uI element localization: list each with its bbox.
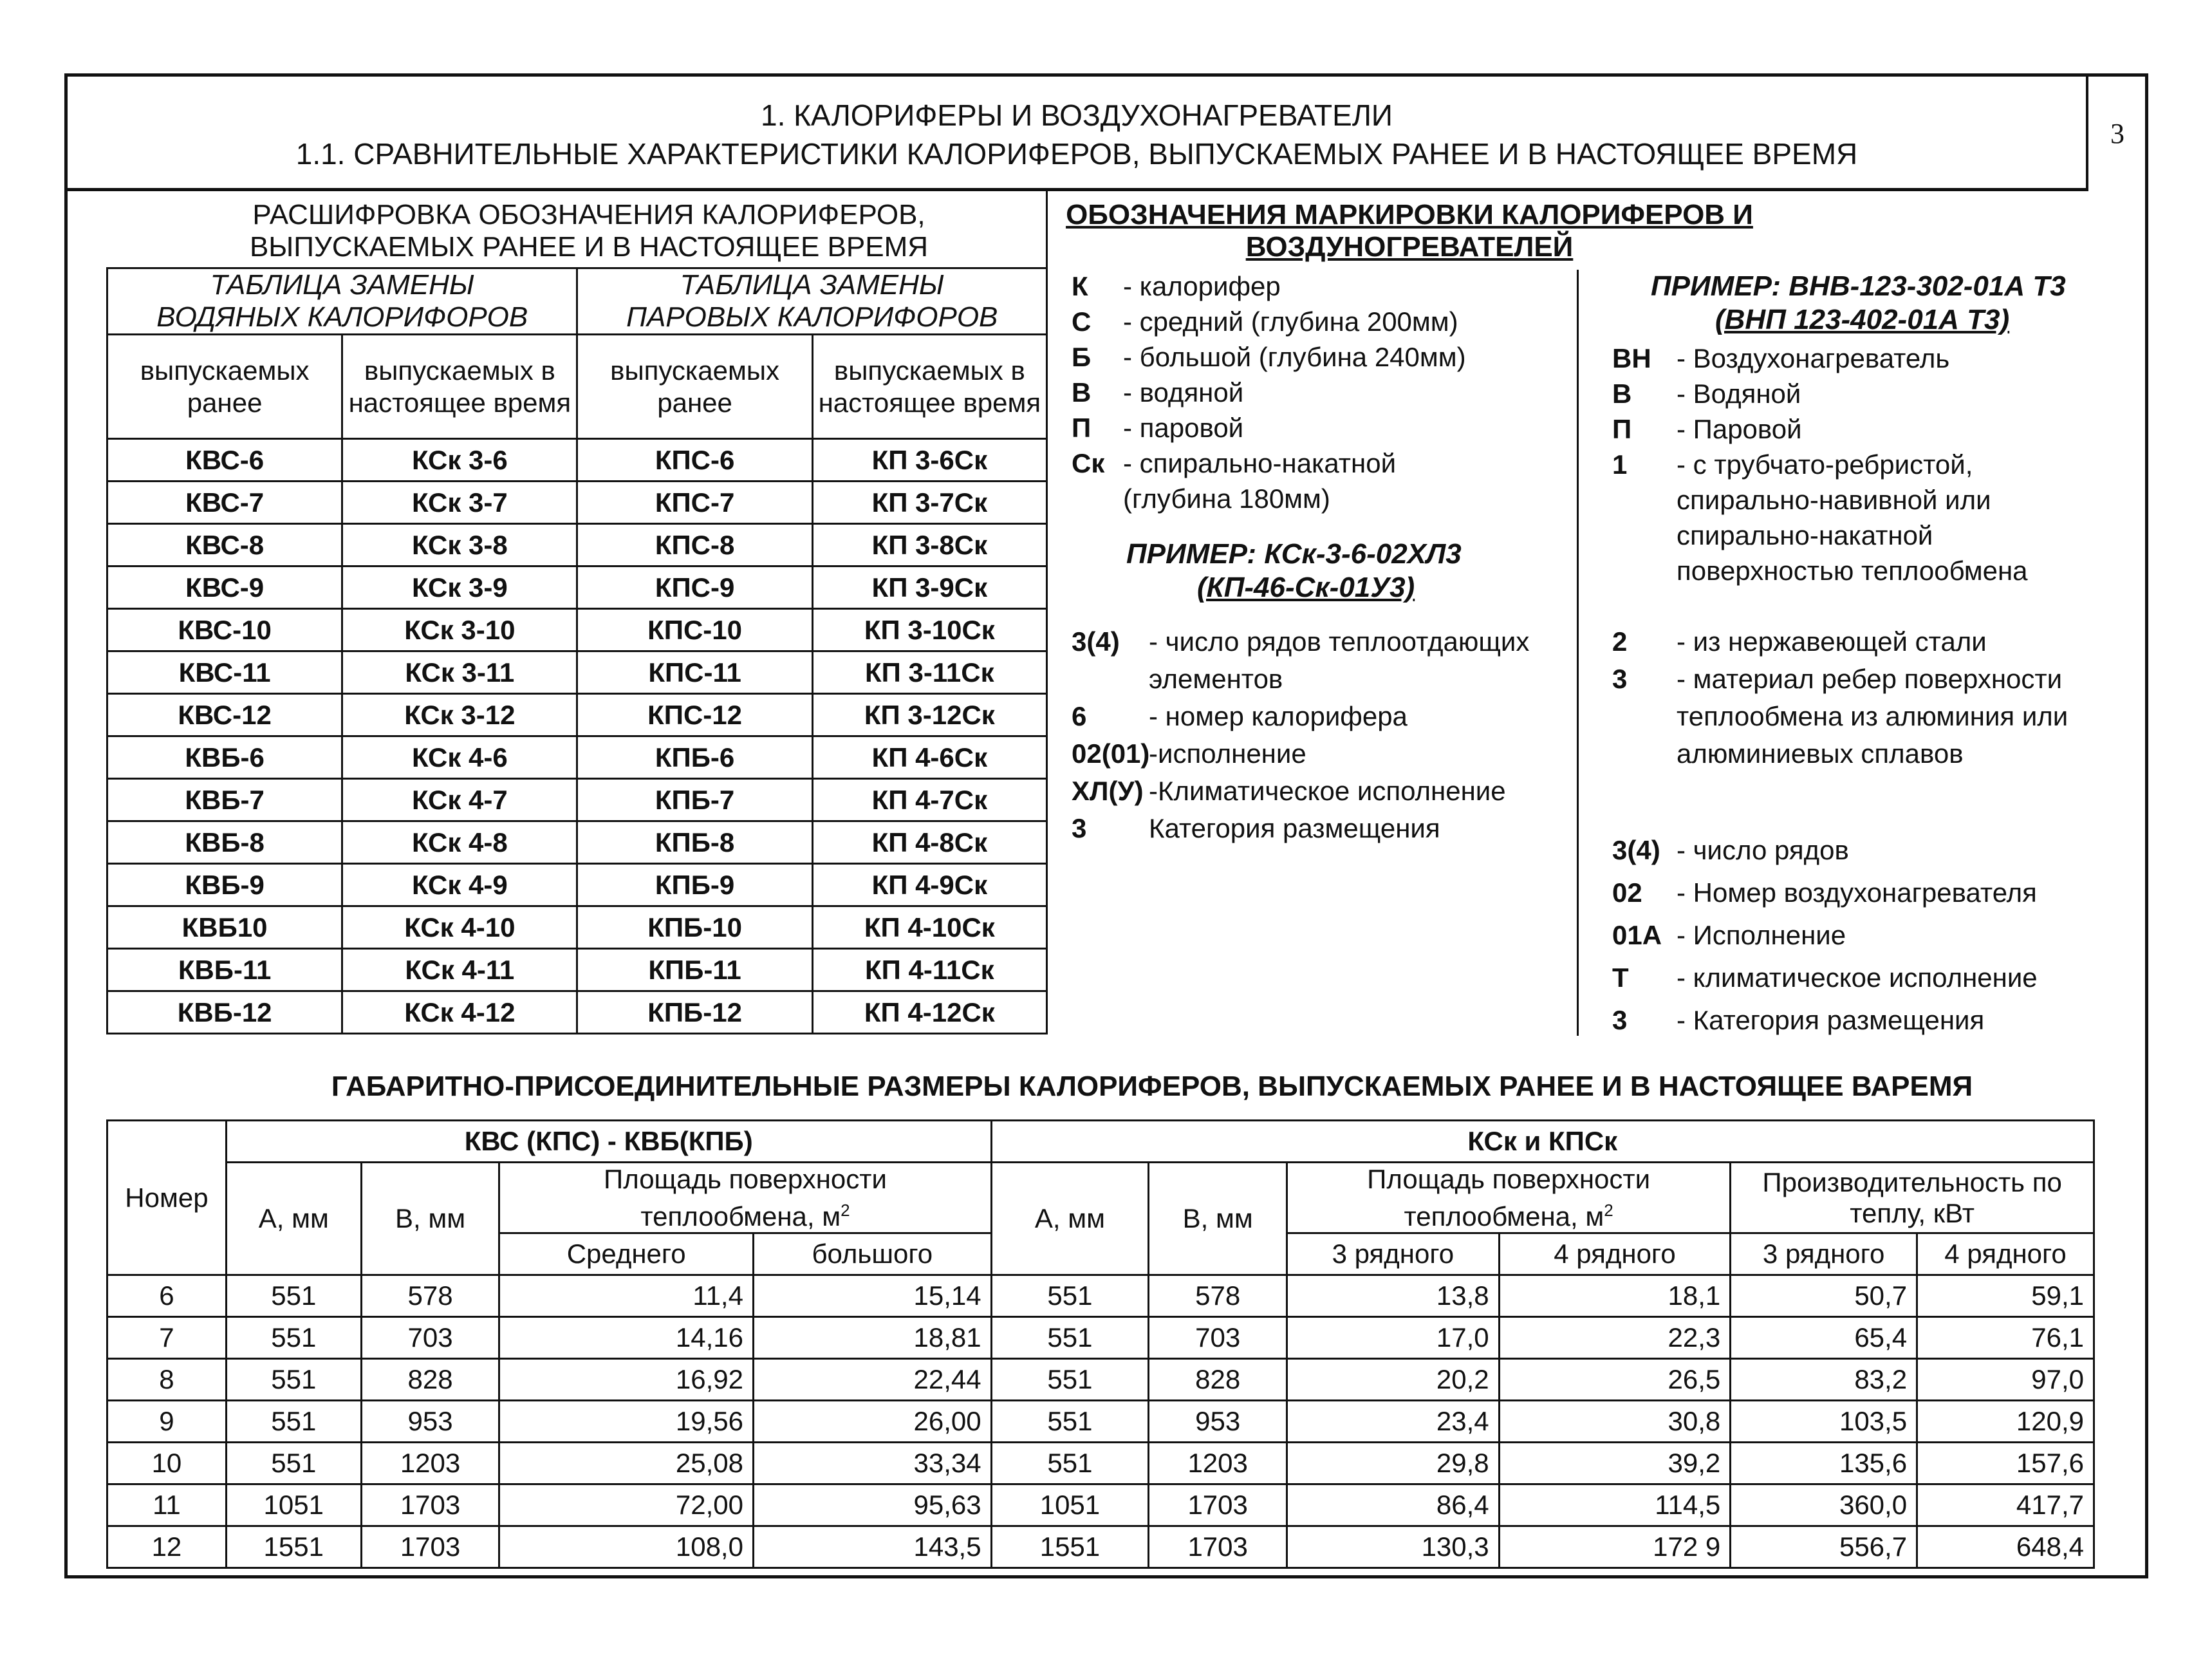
legend-key: Ск — [1072, 448, 1105, 478]
cell-perf-4row: 97,0 — [1917, 1359, 2094, 1401]
legend-description: спирально-навивной или — [1677, 485, 1991, 515]
cell-steam-before: КПС-8 — [577, 524, 812, 566]
cell-water-now: КСк 4-6 — [342, 736, 577, 779]
cell-perf-3row: 65,4 — [1731, 1317, 1917, 1359]
table-row — [107, 1401, 2094, 1443]
table-row — [107, 864, 1047, 906]
header-performance — [1731, 1163, 2094, 1233]
legend-key: ХЛ(У) — [1072, 776, 1144, 806]
cell-steam-before: КПС-11 — [577, 651, 812, 694]
cell-water-before: КВБ-6 — [107, 736, 342, 779]
cell-perf-3row: 556,7 — [1731, 1526, 1917, 1568]
cell-area-large: 143,5 — [753, 1526, 991, 1568]
cell-b-mm: 1703 — [361, 1484, 499, 1526]
cell-a-mm: 1551 — [226, 1526, 361, 1568]
cell-steam-before: КПБ-8 — [577, 821, 812, 864]
legend-description: - калорифер — [1123, 271, 1281, 301]
cell-a-mm: 1051 — [226, 1484, 361, 1526]
header-perf-3row: 3 рядного — [1731, 1233, 1917, 1275]
cell-water-now: КСк 3-9 — [342, 566, 577, 609]
header-b-mm-2: В, мм — [1149, 1163, 1287, 1275]
cell-water-now: КСк 3-6 — [342, 439, 577, 482]
header-area-4row: 4 рядного — [1499, 1233, 1731, 1275]
legend-description: -исполнение — [1149, 738, 1306, 769]
cell-b-mm: 1703 — [361, 1526, 499, 1568]
cell-b-mm-2: 1703 — [1149, 1526, 1287, 1568]
cell-area-large: 33,34 — [753, 1443, 991, 1484]
header-area-1-line-1: Площадь поверхности — [604, 1163, 887, 1194]
table-row — [107, 991, 1047, 1034]
cell-steam-now: КП 4-12Ск — [812, 991, 1046, 1034]
cell-steam-now: КП 3-12Ск — [812, 694, 1046, 736]
legend-key: 3(4) — [1612, 835, 1660, 865]
legend-key: К — [1072, 271, 1088, 301]
cell-water-before: КВС-9 — [107, 566, 342, 609]
header-performance-line-2: теплу, кВт — [1850, 1197, 1975, 1228]
cell-a-mm-2: 1051 — [991, 1484, 1149, 1526]
steam-table-title-line-1: ТАБЛИЦА ЗАМЕНЫ — [680, 269, 944, 301]
cell-a-mm-2: 1551 — [991, 1526, 1149, 1568]
cell-water-now: КСк 3-10 — [342, 609, 577, 651]
cell-steam-now: КП 3-7Ск — [812, 482, 1046, 524]
cell-steam-now: КП 4-8Ск — [812, 821, 1046, 864]
table-row — [107, 482, 1047, 524]
table-row — [107, 694, 1047, 736]
header-large: большого — [753, 1233, 991, 1275]
cell-area-3row: 29,8 — [1287, 1443, 1500, 1484]
header-area-1-line-2: теплообмена, м — [640, 1201, 841, 1231]
cell-water-before: КВС-10 — [107, 609, 342, 651]
legend-key: ВН — [1612, 343, 1651, 373]
cell-area-medium: 19,56 — [499, 1401, 754, 1443]
marking-heading-line-1: ОБОЗНАЧЕНИЯ МАРКИРОВКИ КАЛОРИФЕРОВ И — [1066, 199, 1753, 230]
cell-steam-before: КПС-9 — [577, 566, 812, 609]
legend-key: В — [1072, 377, 1092, 407]
cell-steam-now: КП 4-11Ск — [812, 949, 1046, 991]
table-row — [107, 949, 1047, 991]
cell-a-mm: 551 — [226, 1443, 361, 1484]
legend-description: - номер калорифера — [1149, 701, 1408, 731]
cell-water-now: КСк 4-12 — [342, 991, 577, 1034]
header-water-now: выпускаемых в настоящее время — [342, 335, 577, 439]
legend-description: алюминиевых сплавов — [1677, 738, 1964, 769]
table-row — [107, 1359, 2094, 1401]
cell-area-3row: 20,2 — [1287, 1359, 1500, 1401]
cell-number: 11 — [107, 1484, 227, 1526]
cell-area-medium: 14,16 — [499, 1317, 754, 1359]
cell-water-before: КВС-12 — [107, 694, 342, 736]
cell-perf-3row: 50,7 — [1731, 1275, 1917, 1317]
cell-water-before: КВБ-8 — [107, 821, 342, 864]
cell-steam-now: КП 3-10Ск — [812, 609, 1046, 651]
cell-water-before: КВБ-11 — [107, 949, 342, 991]
cell-perf-3row: 83,2 — [1731, 1359, 1917, 1401]
cell-area-large: 95,63 — [753, 1484, 991, 1526]
cell-area-medium: 25,08 — [499, 1443, 754, 1484]
legend-description: - климатическое исполнение — [1677, 962, 2038, 993]
legend-key: 3 — [1612, 664, 1628, 694]
table-row — [107, 1443, 2094, 1484]
title-block — [68, 77, 2088, 191]
dimensions-table — [106, 1119, 2095, 1569]
cell-steam-before: КПБ-12 — [577, 991, 812, 1034]
legend-description: - спирально-накатной — [1123, 448, 1397, 478]
cell-water-now: КСк 3-11 — [342, 651, 577, 694]
example-left-line-1: ПРИМЕР: КСк-3-6-02ХЛ3 — [1126, 538, 1462, 570]
cell-perf-4row: 120,9 — [1917, 1401, 2094, 1443]
table-row — [107, 1526, 2094, 1568]
legend-description: - Водяной — [1677, 379, 1801, 409]
section-title: 1. КАЛОРИФЕРЫ И ВОЗДУХОНАГРЕВАТЕЛИ — [760, 98, 1393, 132]
legend-description: - Номер воздухонагревателя — [1677, 877, 2037, 908]
cell-water-now: КСк 4-10 — [342, 906, 577, 949]
legend-description: - число рядов — [1677, 835, 1849, 865]
legend-key: 3(4) — [1072, 626, 1120, 657]
legend-key: 1 — [1612, 449, 1628, 480]
legend-description: поверхностью теплообмена — [1677, 556, 2028, 586]
table-row — [107, 821, 1047, 864]
decode-heading-line-2: ВЫПУСКАЕМЫХ РАНЕЕ И В НАСТОЯЩЕЕ ВРЕМЯ — [249, 231, 929, 263]
legend-description: - число рядов теплоотдающих — [1149, 626, 1530, 657]
cell-perf-4row: 157,6 — [1917, 1443, 2094, 1484]
page-frame — [64, 73, 2148, 1578]
cell-perf-4row: 59,1 — [1917, 1275, 2094, 1317]
header-area-2-line-2: теплообмена, м — [1404, 1201, 1604, 1231]
cell-steam-now: КП 4-6Ск — [812, 736, 1046, 779]
cell-b-mm: 828 — [361, 1359, 499, 1401]
cell-perf-4row: 648,4 — [1917, 1526, 2094, 1568]
cell-water-now: КСк 4-11 — [342, 949, 577, 991]
cell-b-mm: 578 — [361, 1275, 499, 1317]
header-group-kvs: КВС (КПС) - КВБ(КПБ) — [226, 1121, 991, 1163]
cell-area-4row: 114,5 — [1499, 1484, 1731, 1526]
example-left-line-2: (КП-46-Ск-01У3) — [1197, 572, 1415, 603]
cell-area-4row: 26,5 — [1499, 1359, 1731, 1401]
legend-description: - Паровой — [1677, 414, 1802, 444]
header-area-2-line-1: Площадь поверхности — [1367, 1163, 1651, 1194]
legend-description: -Климатическое исполнение — [1149, 776, 1506, 806]
cell-area-large: 15,14 — [753, 1275, 991, 1317]
header-b-mm-1: В, мм — [361, 1163, 499, 1275]
cell-number: 9 — [107, 1401, 227, 1443]
cell-area-3row: 17,0 — [1287, 1317, 1500, 1359]
cell-area-3row: 13,8 — [1287, 1275, 1500, 1317]
cell-area-3row: 23,4 — [1287, 1401, 1500, 1443]
table-row — [107, 906, 1047, 949]
cell-area-4row: 18,1 — [1499, 1275, 1731, 1317]
legend-key: 2 — [1612, 626, 1628, 657]
header-group-ksk: КСк и КПСк — [991, 1121, 2094, 1163]
marking-divider — [1577, 270, 1579, 1036]
legend-description: - средний (глубина 200мм) — [1123, 306, 1458, 337]
cell-number: 7 — [107, 1317, 227, 1359]
marking-heading-line-2: ВОЗДУНОГРЕВАТЕЛЕЙ — [1245, 231, 1574, 263]
cell-a-mm: 551 — [226, 1359, 361, 1401]
legend-key: 01А — [1612, 920, 1662, 950]
cell-perf-3row: 103,5 — [1731, 1401, 1917, 1443]
legend-key: 02 — [1612, 877, 1642, 908]
legend-key: П — [1072, 413, 1092, 443]
header-steam-before: выпускаемых ранее — [577, 335, 812, 439]
cell-area-4row: 39,2 — [1499, 1443, 1731, 1484]
legend-description: - Воздухонагреватель — [1677, 343, 1950, 373]
cell-water-before: КВС-6 — [107, 439, 342, 482]
cell-water-now: КСк 3-7 — [342, 482, 577, 524]
legend-description: - Исполнение — [1677, 920, 1846, 950]
table-row — [107, 609, 1047, 651]
cell-area-3row: 130,3 — [1287, 1526, 1500, 1568]
legend-description: - большой (глубина 240мм) — [1123, 342, 1466, 372]
header-area-3row: 3 рядного — [1287, 1233, 1500, 1275]
cell-a-mm-2: 551 — [991, 1401, 1149, 1443]
header-area-2 — [1287, 1163, 1731, 1233]
header-area-2-sup: 2 — [1604, 1200, 1613, 1220]
legend-key: 3 — [1612, 1005, 1628, 1035]
example-right-line-2: (ВНП 123-402-01А Т3) — [1715, 304, 2010, 335]
cell-number: 10 — [107, 1443, 227, 1484]
water-table-title-line-1: ТАБЛИЦА ЗАМЕНЫ — [210, 269, 474, 301]
legend-description: теплообмена из алюминия или — [1677, 701, 2068, 731]
legend-description: (глубина 180мм) — [1123, 483, 1330, 514]
legend-key: 3 — [1072, 813, 1087, 843]
cell-steam-before: КПС-12 — [577, 694, 812, 736]
cell-water-now: КСк 4-8 — [342, 821, 577, 864]
cell-a-mm: 551 — [226, 1317, 361, 1359]
cell-steam-now: КП 3-11Ск — [812, 651, 1046, 694]
cell-steam-now: КП 3-6Ск — [812, 439, 1046, 482]
legend-description: - водяной — [1123, 377, 1244, 407]
cell-number: 8 — [107, 1359, 227, 1401]
cell-area-medium: 11,4 — [499, 1275, 754, 1317]
header-a-mm-2: А, мм — [991, 1163, 1149, 1275]
table-row — [107, 1275, 2094, 1317]
legend-description: - с трубчато-ребристой, — [1677, 449, 1973, 480]
cell-water-before: КВБ-7 — [107, 779, 342, 821]
cell-a-mm: 551 — [226, 1401, 361, 1443]
cell-steam-now: КП 3-8Ск — [812, 524, 1046, 566]
header-perf-4row: 4 рядного — [1917, 1233, 2094, 1275]
cell-water-before: КВС-7 — [107, 482, 342, 524]
cell-perf-3row: 135,6 — [1731, 1443, 1917, 1484]
cell-steam-now: КП 3-9Ск — [812, 566, 1046, 609]
cell-steam-before: КПБ-7 — [577, 779, 812, 821]
header-medium: Среднего — [499, 1233, 754, 1275]
cell-a-mm: 551 — [226, 1275, 361, 1317]
header-a-mm-1: А, мм — [226, 1163, 361, 1275]
header-area-1 — [499, 1163, 991, 1233]
cell-area-medium: 72,00 — [499, 1484, 754, 1526]
table-row — [107, 566, 1047, 609]
legend-description: - Категория размещения — [1677, 1005, 1985, 1035]
cell-perf-3row: 360,0 — [1731, 1484, 1917, 1526]
cell-area-medium: 16,92 — [499, 1359, 754, 1401]
cell-water-before: КВБ10 — [107, 906, 342, 949]
cell-water-before: КВС-8 — [107, 524, 342, 566]
cell-b-mm-2: 1203 — [1149, 1443, 1287, 1484]
cell-steam-before: КПБ-10 — [577, 906, 812, 949]
header-area-1-sup: 2 — [841, 1200, 850, 1220]
legend-description: - паровой — [1123, 413, 1244, 443]
table-row — [107, 439, 1047, 482]
cell-b-mm: 703 — [361, 1317, 499, 1359]
cell-steam-now: КП 4-7Ск — [812, 779, 1046, 821]
cell-b-mm-2: 1703 — [1149, 1484, 1287, 1526]
cell-perf-4row: 76,1 — [1917, 1317, 2094, 1359]
cell-area-4row: 172 9 — [1499, 1526, 1731, 1568]
legend-key: С — [1072, 306, 1092, 337]
cell-area-4row: 22,3 — [1499, 1317, 1731, 1359]
cell-area-large: 26,00 — [753, 1401, 991, 1443]
header-steam-now: выпускаемых в настоящее время — [812, 335, 1046, 439]
legend-key: 02(01) — [1072, 738, 1150, 769]
cell-water-before: КВС-11 — [107, 651, 342, 694]
cell-water-now: КСк 3-12 — [342, 694, 577, 736]
cell-b-mm-2: 828 — [1149, 1359, 1287, 1401]
legend-key: Т — [1612, 962, 1629, 993]
table-row — [107, 524, 1047, 566]
table-row — [107, 736, 1047, 779]
legend-key: 6 — [1072, 701, 1087, 731]
cell-b-mm: 1203 — [361, 1443, 499, 1484]
cell-area-large: 18,81 — [753, 1317, 991, 1359]
legend-key: Б — [1072, 342, 1092, 372]
cell-area-4row: 30,8 — [1499, 1401, 1731, 1443]
table-row — [107, 651, 1047, 694]
dimensions-title: ГАБАРИТНО-ПРИСОЕДИНИТЕЛЬНЫЕ РАЗМЕРЫ КАЛОРИФЕРОВ, ВЫПУСКАЕМЫХ РАНЕЕ И В НАСТОЯЩЕЕ ВАРЕМЯ — [331, 1071, 1973, 1102]
cell-number: 6 — [107, 1275, 227, 1317]
cell-steam-now: КП 4-9Ск — [812, 864, 1046, 906]
cell-number: 12 — [107, 1526, 227, 1568]
cell-perf-4row: 417,7 — [1917, 1484, 2094, 1526]
cell-a-mm-2: 551 — [991, 1359, 1149, 1401]
cell-area-medium: 108,0 — [499, 1526, 754, 1568]
cell-water-now: КСк 4-7 — [342, 779, 577, 821]
cell-b-mm-2: 578 — [1149, 1275, 1287, 1317]
cell-area-large: 22,44 — [753, 1359, 991, 1401]
cell-b-mm-2: 953 — [1149, 1401, 1287, 1443]
legend-key: П — [1612, 414, 1632, 444]
table-row — [107, 1484, 2094, 1526]
decode-heading-line-1: РАСШИФРОВКА ОБОЗНАЧЕНИЯ КАЛОРИФЕРОВ, — [252, 199, 925, 230]
cell-steam-before: КПБ-11 — [577, 949, 812, 991]
cell-steam-before: КПС-6 — [577, 439, 812, 482]
header-water-before: выпускаемых ранее — [107, 335, 342, 439]
cell-water-now: КСк 3-8 — [342, 524, 577, 566]
cell-a-mm-2: 551 — [991, 1275, 1149, 1317]
cell-water-before: КВБ-12 — [107, 991, 342, 1034]
legend-description: спирально-накатной — [1677, 520, 1933, 550]
subsection-title: 1.1. СРАВНИТЕЛЬНЫЕ ХАРАКТЕРИСТИКИ КАЛОРИФЕРОВ, ВЫПУСКАЕМЫХ РАНЕЕ И В НАСТОЯЩЕЕ ВРЕМЯ — [295, 137, 1858, 171]
cell-steam-before: КПС-10 — [577, 609, 812, 651]
page-number: 3 — [2110, 118, 2124, 149]
steam-table-title — [577, 268, 1047, 335]
cell-steam-before: КПБ-9 — [577, 864, 812, 906]
table-row — [107, 1317, 2094, 1359]
water-table-title — [107, 268, 577, 335]
replacement-table — [106, 267, 1048, 1034]
example-right-line-1: ПРИМЕР: ВНВ-123-302-01А Т3 — [1651, 270, 2066, 302]
cell-a-mm-2: 551 — [991, 1317, 1149, 1359]
legend-description: Категория размещения — [1149, 813, 1440, 843]
legend-description: элементов — [1149, 664, 1283, 694]
cell-steam-before: КПБ-6 — [577, 736, 812, 779]
cell-steam-now: КП 4-10Ск — [812, 906, 1046, 949]
cell-water-before: КВБ-9 — [107, 864, 342, 906]
header-number: Номер — [107, 1121, 227, 1275]
cell-b-mm-2: 703 — [1149, 1317, 1287, 1359]
cell-a-mm-2: 551 — [991, 1443, 1149, 1484]
cell-water-now: КСк 4-9 — [342, 864, 577, 906]
legend-description: - материал ребер поверхности — [1677, 664, 2063, 694]
legend-description: - из нержавеющей стали — [1677, 626, 1987, 657]
legend-key: В — [1612, 379, 1632, 409]
cell-area-3row: 86,4 — [1287, 1484, 1500, 1526]
header-performance-line-1: Производительность по — [1762, 1166, 2062, 1197]
water-table-title-line-2: ВОДЯНЫХ КАЛОРИФОРОВ — [156, 301, 528, 333]
cell-b-mm: 953 — [361, 1401, 499, 1443]
cell-steam-before: КПС-7 — [577, 482, 812, 524]
table-row — [107, 779, 1047, 821]
steam-table-title-line-2: ПАРОВЫХ КАЛОРИФОРОВ — [626, 301, 998, 333]
